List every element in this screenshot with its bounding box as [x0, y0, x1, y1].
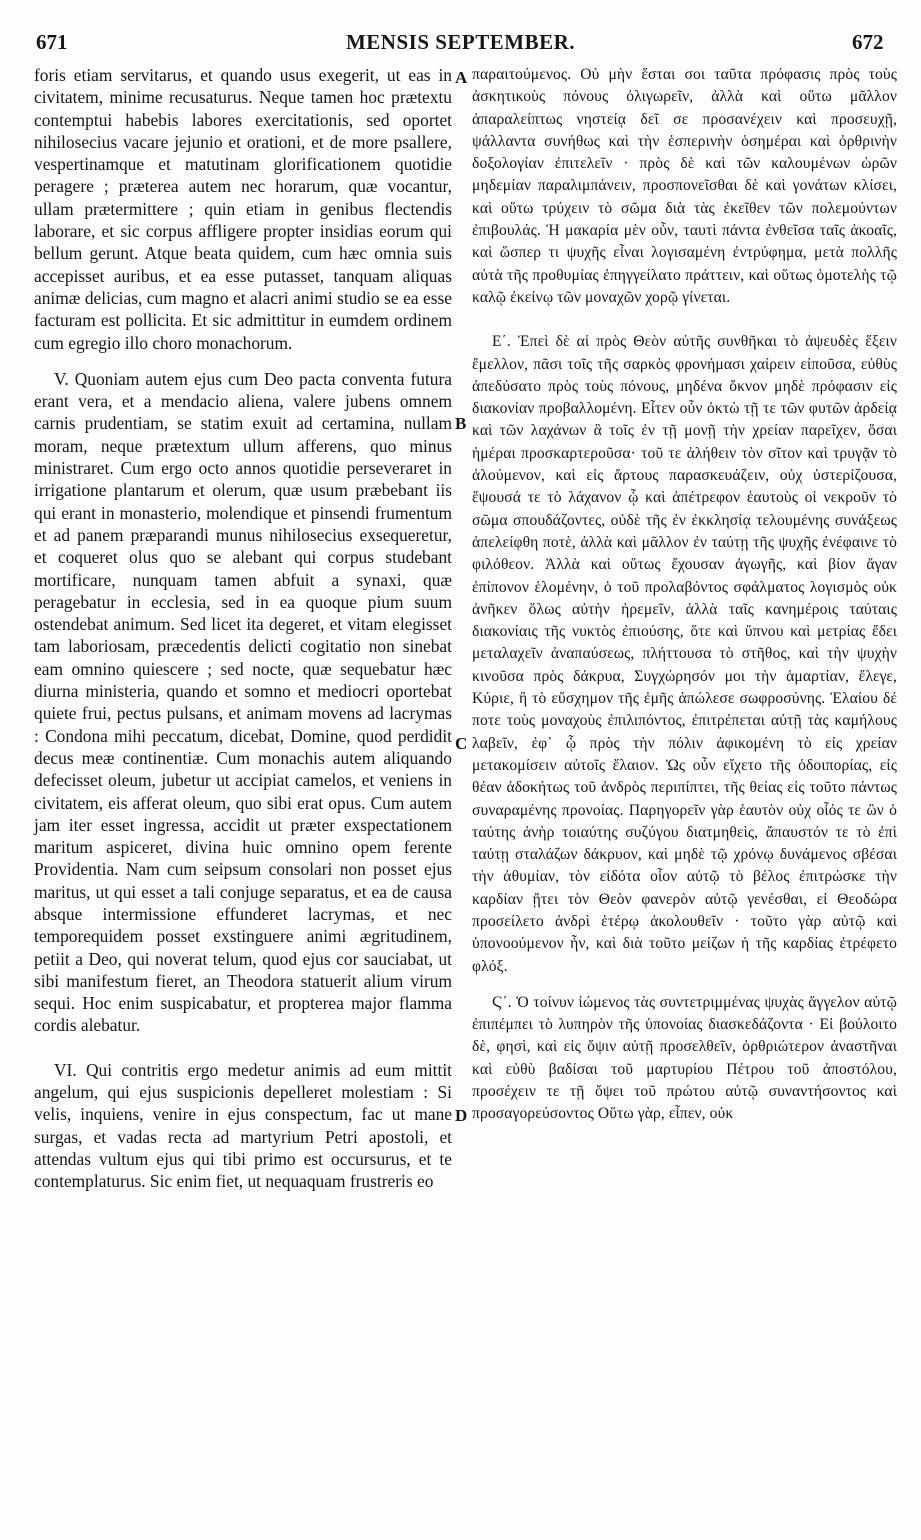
greek-paragraph-2: Ε΄. Ἐπεὶ δὲ αἱ πρὸς Θεὸν αὐτῆς συνθῆκαι τὸ ἀψευδὲς ἕξειν ἔμελλον, πᾶσι τοῖς τῆς σαρκὸς φρονήμασι χαίρειν εἰποῦσα, εὐθὺς ἀπεδύσατο πρὸς τοὺς πόνους, μηδένα ὄκνον μηδὲ πρόφασιν εἰς διακονίαν προβαλλομένη. Εἶτεν οὖν ὀκτὼ τῇ τε τῶν φυτῶν ἀρδείᾳ καὶ τῶν λαχάνων ἃ τοῖς ἐν τῇ μονῇ τὴν χρείαν παρεῖχεν, ὅσαι ἡμέραι προσκαρτεροῦσα· τοῦ τε ἀλήθειν τὸν σῖτον καὶ τρυγᾷν τὸ ἀλούμενον, καὶ εἰς ἄρτους παρασκευάζειν, οὐχ ὑστερίζουσα, ἕψουσά τε τὸ λάχανον ᾧ καὶ ἀπέτρεφον ἑαυτοὺς οἱ νεκροῦν τὸ σῶμα σπουδάζοντες, οὐδὲ τῆς ἐν ἐκκλησίᾳ τελουμένης συνάξεως ἀπελείφθη ποτὲ, ἀλλὰ καὶ μᾶλλον ἐν ταύτῃ τῆς ψυχῆς ἐνέφαινε τὸ φιλόθεον. Ἀλλὰ καὶ οὕτως ἔχουσαν ἀγωγῆς, καὶ βίον ἄγαν ἐπίπονον ἑλομένην, ὁ τοῦ προλαβόντος σφάλματος λογισμὸς οὐκ ἀνῆκεν ὅλως αὐτὴν ἠρεμεῖν, ἀλλὰ ταῖς κανημέροις ταύταις διακονίαις τῆς νυκτὸς ἐπιούσης, ὅτε καὶ ὕπνου καὶ μετρίας ἔδει μεταλαχεῖν ἀναπαύσεως, πλήττουσα τὸ στῆθος, καὶ τὴν ψυχὴν κινοῦσα πρὸς δάκρυα, Συγχώρησόν μοι τὴν ἁμαρτίαν, ἔλεγε, Κύριε, ἣ τὸ εὔσχημον τῆς ἐμῆς ἀπώλεσε σωφροσύνης. Ἐλαίου δέ ποτε τοὺς μοναχοὺς ἐπιλιπόντος, ἐπιτρέπεται αὐτῇ τὰς καμήλους λαβεῖν, ἐφ᾽ ᾧ πρὸς τὴν πόλιν ἀφικομένη τὸ εἰς χρείαν μετακομίσειν αὐτοῖς ἔλαιον. Ὡς οὖν εἴχετο τῆς ὁδοιπορίας, εἰς θέαν ἀδοκήτως τοῦ ἀνδρὸς περιπίπτει, τῆς θείας εἰς τοῦτο πάντως συναραμένης προνοίας. Παρηγορεῖν γὰρ ἑαυτὸν οὐχ οἷός τε ὢν ὁ ταύτης ἀνὴρ τοιαύτης συζύγου διατμηθεὶς, ἄπαυστόν τε τὸ ἐπὶ ταύτῃ σταλάζων δάκρυον, καὶ μηδὲ τῷ χρόνῳ δυνάμενος σβέσαι τὴν ἀθυμίαν, τὸν εἰδότα οἷον αὐτῷ τὸ βέλος ἐπιτρώσκε τὴν καρδίαν ᾔτει τὸν Θεὸν φανερὸν αὐτῷ γενέσθαι, εἰ Θεοδώρα προσείλετο ἀνδρὶ ἑτέρῳ ἀκολουθεῖν · τοῦτο γὰρ αὐτῷ καὶ ὑπονοούμενον ἦν, καὶ διὰ τοῦτο μείζων ἡ τῆς καρδίας ἐτρέφετο φλόξ.: [472, 333, 897, 975]
greek-paragraph-1: παραιτούμενος. Οὐ μὴν ἔσται σοι ταῦτα πρόφασις πρὸς τοὺς ἀσκητικοὺς πόνους ὀλιγωρεῖν, ἀλλὰ καὶ οὕτω μᾶλλον ἀπαραλείπτως νηστείᾳ δεῖ σε προσανέχειν καὶ προσευχῇ, ψάλλαντα συνήθως καὶ τὴν ἑσπερινὴν ὁσημέραι καὶ ὀρθρινὴν δοξολογίαν ἐπιτελεῖν · πρὸς δὲ καὶ τῶν καλουμένων ὡρῶν μηδεμίαν παραλιμπάνειν, προσπονεῖσθαι δὲ καὶ γονάτων κλίσει, καὶ οὕτω τρύχειν τὸ σῶμα διὰ τὰς ἐκεῖθεν τῶν πολεμούντων ἐπιβουλάς. Ἡ μακαρία μὲν οὖν, ταυτὶ πάντα ἐνθεῖσα ταῖς ἀκοαῖς, καὶ ὥσπερ τι ψυχῆς εἶναι λογισαμένη ἐντρύφημα, μετὰ πολλῆς αὐτὰ τῆς προθυμίας ἐπηγγείλατο πράττειν, καὶ οὕτως ὁμοτελὴς τῷ καλῷ ἐκείνῳ τῶν μοναχῶν χορῷ γίνεται.: [472, 66, 897, 306]
greek-column: [472, 64, 897, 1126]
latin-paragraph-3: VI. Qui contritis ergo medetur animis ad eum mittit angelum, qui ejus suspicionis depelleret molestiam : Si velis, inquiens, venire in ejus conspectum, fac ut mane surgas, et vadas recta ad martyrium Petri apostoli, et attendas vultum ejus qui tibi primo est occursurus, et te contemplaturus. Sic enim fiet, ut nequaquam frustreris eo: [34, 1059, 452, 1192]
latin-column: [34, 64, 452, 1193]
paragraph-gap: [472, 309, 897, 331]
margin-marker-a: A: [455, 68, 468, 87]
page-header: [0, 0, 921, 60]
paragraph-gap: [34, 354, 452, 368]
greek-paragraph-3: Ϛ΄. Ὁ τοίνυν ἰώμενος τὰς συντετριμμένας ψυχὰς ἄγγελον αὐτῷ ἐπιπέμπει τὸ λυπηρὸν τῆς ὑπονοίας διασκεδάζοντα · Εἰ βούλοιτο δὲ, φησὶ, καὶ εἰς ὄψιν αὐτῇ προσελθεῖν, ὀρθριώτερον ἀναστῆναι καὶ εὐθὺ βαδίσαι τοῦ μαρτυρίου Πέτρου τοῦ ἀποστόλου, προσέχειν τε τῇ ὄψει τοῦ πρώτου αὐτῷ συναντήσοντος καὶ προσαγορεύσοντος Οὕτω γὰρ, εἶπεν, οὐκ: [472, 993, 897, 1123]
latin-paragraph-2: V. Quoniam autem ejus cum Deo pacta conventa futura erant vera, et a mendacio aliena, valere jubens omnem carnis prudentiam, se statim exuit ad certamina, nullam moram, neque prætextum ullum afferens, quo minus ministraret. Cum ergo octo annos quotidie perseveraret in irrigatione plantarum et olerum, quæ usum præbebant iis qui erant in monasterio, molendique et pinsendi frumentum et ad panem præparandi munus nihilosecius exsequeretur, et coqueret olus quo se alebant qui corpus studebant mortificare, nunquam tamen abfuit a synaxi, quæ peragebatur in ecclesia, sed in ea quoque pium suum ostendebat animum. Sed licet ita degeret, et vitam elegisset tam laboriosam, præcedentis delicti cogitatio non sinebat eam omnino quiescere ; sed nocte, quæ sequebatur hæc diurna ministeria, quando et somno et mediocri oportebat quiete frui, pectus pulsans, et animam movens ad lacrymas : Condona mihi peccatum, dicebat, Domine, quod perdidit decus meæ continentiæ. Cum monachis autem aliquando defecisset oleum, jubetur ut accipiat camelos, et veniens in civitatem, eis afferat oleum, quo sibi erat opus. Cum autem jam iter esset ingressa, accidit ut præter exspectationem maritum aspiceret, divina huic omnino opem ferente Providentia. Nam cum seipsum consolari non posset ejus maritus, ut qui esset a tali conjuge separatus, et ea de causa absque intermissione effunderet lacrymas, et nec temporequidem posset exstinguere animi ægritudinem, petiit a Deo, qui noverat telum, quod ejus cor sauciabat, ut sibi manifestum fieret, an Theodora statuerit alium virum sequi. Hoc enim suspicabatur, et propterea major flamma cordis alebatur.: [34, 368, 452, 1036]
page-number-left: 671: [36, 30, 68, 54]
page-number-right: 672: [852, 30, 884, 54]
paragraph-gap: [472, 978, 897, 992]
margin-marker-b: B: [455, 414, 467, 433]
latin-paragraph-1: foris etiam servitarus, et quando usus exegerit, ut eas in civitatem, minime recusaturus. Neque tamen hoc prætextu contemptui habebis labores exercitationis, sed oportet nihilosecius vacare jejunio et orationi, et de more psallere, vespertinamque et matutinam glorificationem quotidie peragere ; præterea autem nec horarum, quæ vocantur, ullam prætermittere ; quin etiam in genibus flectendis laborare, et sic corpus affligere propter insidias eorum qui bellum gerunt. Atque beata quidem, cum hæc omnia suis accepisset auribus, et ea esse putasset, tanquam aliquas animæ delicias, cum magno et alacri animi studio se ea esse facturam est pollicita. Et sic admittitur in eumdem ordinem cum egregio illo choro monachorum.: [34, 65, 452, 353]
margin-marker-d: D: [455, 1106, 468, 1125]
margin-marker-c: C: [455, 734, 468, 753]
running-title: MENSIS SEPTEMBER.: [345, 30, 576, 54]
paragraph-gap: [34, 1037, 452, 1059]
